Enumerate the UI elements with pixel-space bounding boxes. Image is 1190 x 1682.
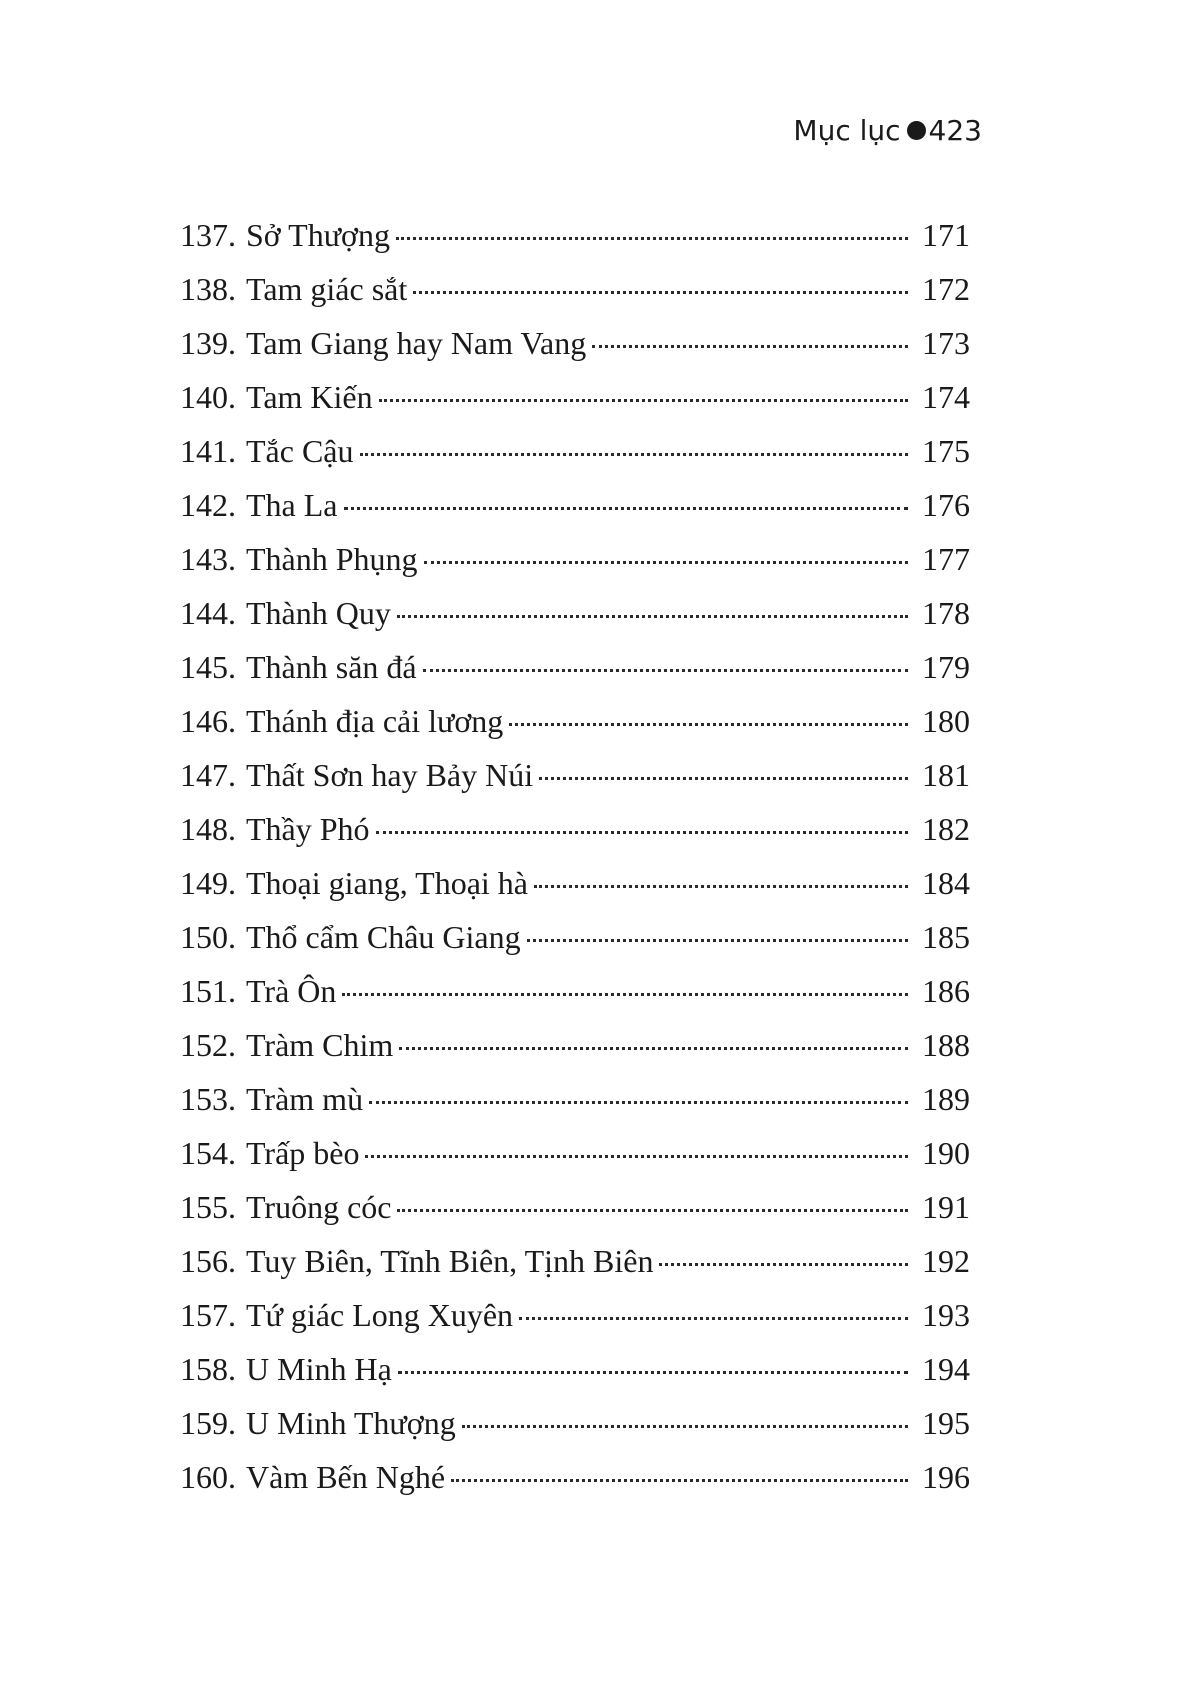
- entry-page-number: 178: [922, 595, 970, 631]
- entry-title: Tha La: [246, 487, 338, 523]
- dot-leader: [539, 777, 908, 780]
- dot-leader: [397, 615, 908, 618]
- entry-number: 139.: [180, 325, 236, 361]
- entry-title: Tam Kiến: [246, 379, 373, 415]
- toc-entry: [180, 586, 970, 640]
- toc-entry: [180, 208, 970, 262]
- dot-leader: [451, 1479, 908, 1482]
- entry-page-number: 192: [922, 1243, 970, 1279]
- entry-title: Vàm Bến Nghé: [246, 1459, 446, 1495]
- entry-title: Sở Thượng: [246, 217, 390, 253]
- entry-title: Trà Ôn: [246, 973, 337, 1009]
- entry-title: Trấp bèo: [246, 1135, 360, 1171]
- bullet-icon: [907, 121, 926, 140]
- toc-entry: [180, 802, 970, 856]
- entry-title: Thầy Phó: [246, 811, 370, 847]
- toc-entry: [180, 856, 970, 910]
- entry-number: 154.: [180, 1135, 236, 1171]
- entry-page-number: 174: [922, 379, 970, 415]
- entry-number: 151.: [180, 973, 236, 1009]
- entry-number: 152.: [180, 1027, 236, 1063]
- entry-page-number: 190: [922, 1135, 970, 1171]
- entry-number: 146.: [180, 703, 236, 739]
- entry-title: Thành săn đá: [246, 649, 417, 685]
- entry-page-number: 182: [922, 811, 970, 847]
- entry-title: Truông cóc: [246, 1189, 392, 1225]
- toc-entry: [180, 640, 970, 694]
- entry-page-number: 195: [922, 1405, 970, 1441]
- entry-title: Thành Phụng: [246, 541, 418, 577]
- entry-title: Tam giác sắt: [246, 271, 408, 307]
- entry-number: 149.: [180, 865, 236, 901]
- dot-leader: [398, 1371, 908, 1374]
- entry-page-number: 179: [922, 649, 970, 685]
- entry-page-number: 191: [922, 1189, 970, 1225]
- dot-leader: [365, 1155, 908, 1158]
- entry-number: 160.: [180, 1459, 236, 1495]
- toc-entry: [180, 1450, 970, 1504]
- entry-page-number: 180: [922, 703, 970, 739]
- entry-number: 138.: [180, 271, 236, 307]
- dot-leader: [592, 345, 908, 348]
- entry-page-number: 181: [922, 757, 970, 793]
- entry-number: 150.: [180, 919, 236, 955]
- entry-title: Thoại giang, Thoại hà: [246, 865, 528, 901]
- entry-page-number: 189: [922, 1081, 970, 1117]
- toc-entry: [180, 748, 970, 802]
- entry-number: 158.: [180, 1351, 236, 1387]
- toc-entry: [180, 1018, 970, 1072]
- toc-entry: [180, 1342, 970, 1396]
- toc-entry: [180, 478, 970, 532]
- entry-title: Thành Quy: [246, 595, 391, 631]
- entry-title: Tam Giang hay Nam Vang: [246, 325, 587, 361]
- entry-title: Thổ cẩm Châu Giang: [246, 919, 521, 955]
- dot-leader: [379, 399, 908, 402]
- dot-leader: [423, 669, 908, 672]
- entry-page-number: 196: [922, 1459, 970, 1495]
- entry-title: Tràm mù: [246, 1081, 364, 1117]
- toc-entry: [180, 262, 970, 316]
- entry-page-number: 186: [922, 973, 970, 1009]
- entry-number: 137.: [180, 217, 236, 253]
- dot-leader: [527, 939, 908, 942]
- toc-entry: [180, 1180, 970, 1234]
- toc-entry: [180, 1072, 970, 1126]
- running-header: [793, 108, 982, 152]
- toc-entry: [180, 316, 970, 370]
- entry-title: U Minh Thượng: [246, 1405, 456, 1441]
- dot-leader: [360, 453, 909, 456]
- entry-number: 140.: [180, 379, 236, 415]
- dot-leader: [413, 291, 908, 294]
- entry-page-number: 194: [922, 1351, 970, 1387]
- toc-entry: [180, 964, 970, 1018]
- dot-leader: [462, 1425, 908, 1428]
- dot-leader: [399, 1047, 908, 1050]
- dot-leader: [659, 1263, 908, 1266]
- toc-entry: [180, 532, 970, 586]
- toc-entry: [180, 1396, 970, 1450]
- dot-leader: [397, 1209, 908, 1212]
- entry-number: 147.: [180, 757, 236, 793]
- dot-leader: [519, 1317, 908, 1320]
- entry-page-number: 193: [922, 1297, 970, 1333]
- dot-leader: [369, 1101, 908, 1104]
- entry-number: 145.: [180, 649, 236, 685]
- entry-page-number: 184: [922, 865, 970, 901]
- entry-number: 155.: [180, 1189, 236, 1225]
- entry-number: 153.: [180, 1081, 236, 1117]
- toc-entry: [180, 1234, 970, 1288]
- dot-leader: [424, 561, 908, 564]
- entry-page-number: 171: [922, 217, 970, 253]
- entry-page-number: 172: [922, 271, 970, 307]
- entry-title: Thất Sơn hay Bảy Núi: [246, 757, 534, 793]
- entry-number: 143.: [180, 541, 236, 577]
- dot-leader: [534, 885, 908, 888]
- dot-leader: [342, 993, 908, 996]
- section-label: Mục lục: [793, 113, 901, 147]
- entry-page-number: 173: [922, 325, 970, 361]
- toc-entry: [180, 1126, 970, 1180]
- entry-number: 142.: [180, 487, 236, 523]
- entry-page-number: 177: [922, 541, 970, 577]
- entry-title: Tắc Cậu: [246, 433, 354, 469]
- dot-leader: [376, 831, 908, 834]
- entry-title: Tứ giác Long Xuyên: [246, 1297, 514, 1333]
- entry-title: Tràm Chim: [246, 1027, 394, 1063]
- entry-page-number: 185: [922, 919, 970, 955]
- dot-leader: [509, 723, 908, 726]
- entry-number: 144.: [180, 595, 236, 631]
- entry-page-number: 175: [922, 433, 970, 469]
- entry-title: Tuy Biên, Tĩnh Biên, Tịnh Biên: [246, 1243, 654, 1279]
- entry-number: 141.: [180, 433, 236, 469]
- toc-entry: [180, 370, 970, 424]
- page-number: 423: [928, 113, 982, 147]
- entry-number: 159.: [180, 1405, 236, 1441]
- dot-leader: [344, 507, 909, 510]
- toc-entry: [180, 424, 970, 478]
- entry-page-number: 188: [922, 1027, 970, 1063]
- toc-entry: [180, 694, 970, 748]
- entry-page-number: 176: [922, 487, 970, 523]
- entry-title: Thánh địa cải lương: [246, 703, 504, 739]
- toc-entry: [180, 910, 970, 964]
- table-of-contents: [180, 208, 970, 1504]
- entry-number: 148.: [180, 811, 236, 847]
- dot-leader: [396, 237, 908, 240]
- toc-entry: [180, 1288, 970, 1342]
- entry-number: 156.: [180, 1243, 236, 1279]
- entry-title: U Minh Hạ: [246, 1351, 392, 1387]
- entry-number: 157.: [180, 1297, 236, 1333]
